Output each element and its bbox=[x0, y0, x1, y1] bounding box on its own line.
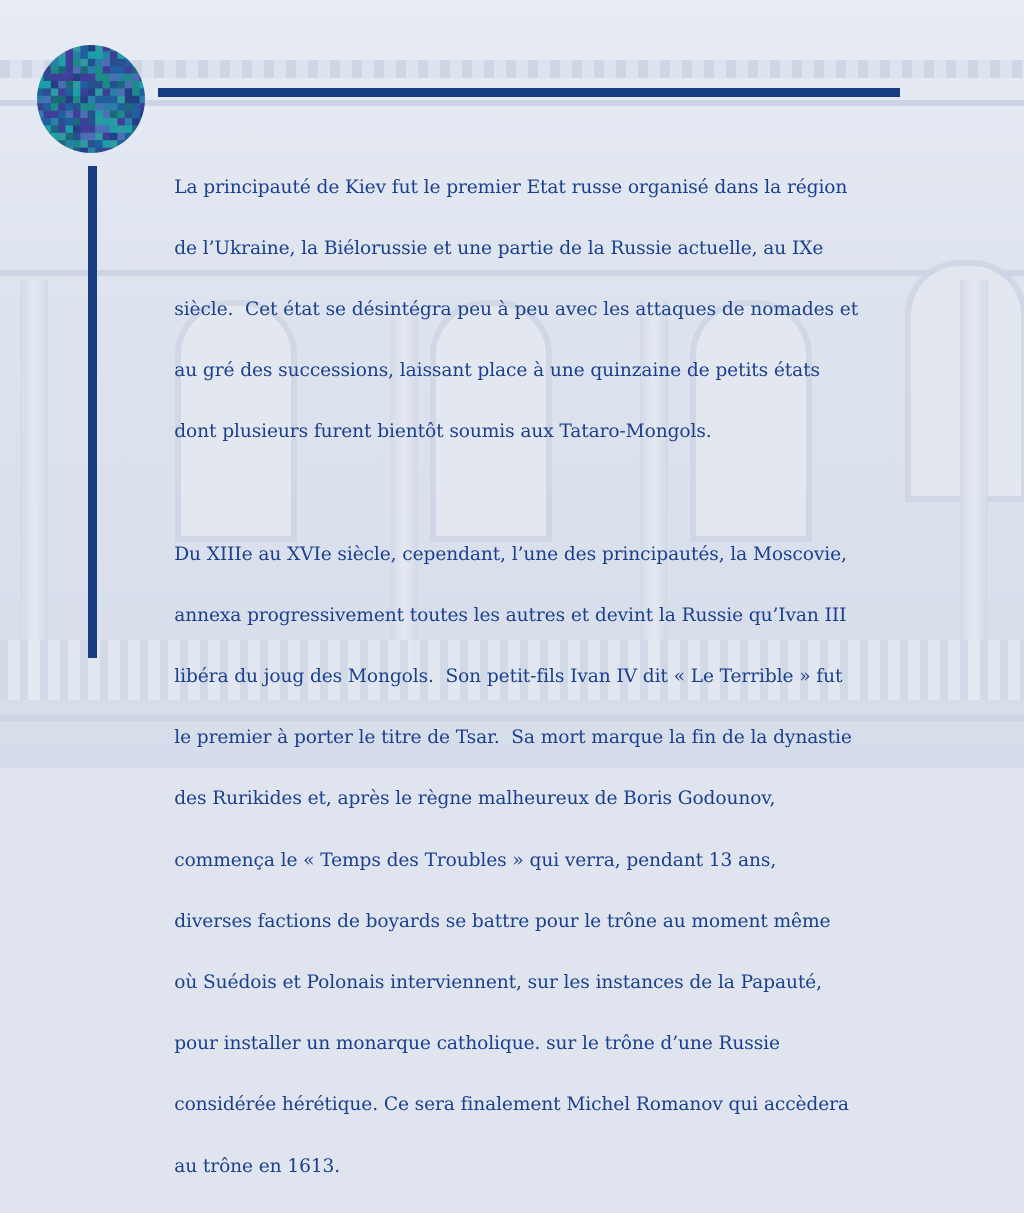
mosaic-tile bbox=[66, 74, 74, 82]
mosaic-tile bbox=[73, 103, 81, 111]
mosaic-tile bbox=[103, 51, 111, 59]
mosaic-tile bbox=[103, 111, 111, 119]
text-line: où Suédois et Polonais interviennent, sur les instances de la Papauté, bbox=[174, 972, 822, 994]
mosaic-tile bbox=[117, 133, 125, 141]
mosaic-tile bbox=[117, 51, 125, 59]
mosaic-tile bbox=[43, 111, 51, 119]
mosaic-tile bbox=[43, 88, 51, 96]
mosaic-tile bbox=[95, 66, 103, 74]
mosaic-tile bbox=[58, 66, 66, 74]
mosaic-tile bbox=[110, 133, 118, 141]
mosaic-tile bbox=[110, 148, 118, 154]
mosaic-tile bbox=[58, 44, 66, 52]
mosaic-tile bbox=[51, 103, 59, 111]
mosaic-tile bbox=[132, 125, 140, 133]
mosaic-tile bbox=[110, 81, 118, 89]
mosaic-tile bbox=[36, 96, 44, 104]
text-line: La principauté de Kiev fut le premier Etat russe organisé dans la région bbox=[174, 176, 848, 198]
mosaic-tile bbox=[95, 74, 103, 82]
mosaic-tile bbox=[80, 103, 88, 111]
mosaic-tile bbox=[58, 111, 66, 119]
mosaic-tile bbox=[125, 140, 133, 148]
mosaic-circle-icon bbox=[36, 44, 146, 154]
mosaic-tile bbox=[51, 148, 59, 154]
mosaic-tile bbox=[117, 88, 125, 96]
mosaic-tile bbox=[58, 118, 66, 126]
mosaic-tile bbox=[66, 88, 74, 96]
mosaic-tile bbox=[73, 111, 81, 119]
mosaic-tile bbox=[88, 74, 96, 82]
mosaic-tile bbox=[103, 133, 111, 141]
mosaic-tile bbox=[117, 103, 125, 111]
mosaic-tile bbox=[88, 111, 96, 119]
mosaic-tile bbox=[125, 81, 133, 89]
mosaic-tile bbox=[58, 125, 66, 133]
mosaic-tile bbox=[125, 118, 133, 126]
mosaic-tile bbox=[140, 51, 146, 59]
mosaic-tile bbox=[95, 140, 103, 148]
facade-cornice bbox=[0, 60, 1024, 78]
mosaic-tile bbox=[110, 125, 118, 133]
mosaic-tile bbox=[110, 111, 118, 119]
mosaic-tile bbox=[36, 66, 44, 74]
mosaic-tile bbox=[117, 74, 125, 82]
mosaic-tile bbox=[140, 44, 146, 52]
mosaic-tile bbox=[95, 51, 103, 59]
mosaic-tile bbox=[110, 59, 118, 67]
mosaic-tile bbox=[140, 148, 146, 154]
mosaic-tile bbox=[36, 148, 44, 154]
mosaic-tile bbox=[110, 96, 118, 104]
mosaic-tile bbox=[88, 148, 96, 154]
mosaic-tile bbox=[58, 81, 66, 89]
mosaic-tile bbox=[80, 96, 88, 104]
mosaic-tile bbox=[58, 133, 66, 141]
mosaic-tile bbox=[110, 88, 118, 96]
mosaic-tile bbox=[95, 111, 103, 119]
mosaic-tile bbox=[66, 140, 74, 148]
mosaic-tile bbox=[66, 44, 74, 52]
mosaic-tile bbox=[95, 118, 103, 126]
mosaic-tile bbox=[88, 51, 96, 59]
mosaic-tile bbox=[132, 51, 140, 59]
mosaic-tile bbox=[66, 118, 74, 126]
text-line: des Rurikides et, après le règne malheureux de Boris Godounov, bbox=[174, 788, 776, 810]
mosaic-tile bbox=[80, 81, 88, 89]
mosaic-tile bbox=[43, 140, 51, 148]
mosaic-tile bbox=[43, 148, 51, 154]
mosaic-tile bbox=[88, 140, 96, 148]
mosaic-tile bbox=[58, 74, 66, 82]
mosaic-tile bbox=[132, 148, 140, 154]
mosaic-tile bbox=[80, 140, 88, 148]
mosaic-tile bbox=[43, 81, 51, 89]
mosaic-tile bbox=[140, 88, 146, 96]
mosaic-tile bbox=[103, 66, 111, 74]
text-line: pour installer un monarque catholique. sur le trône d’une Russie bbox=[174, 1033, 780, 1055]
mosaic-tile bbox=[51, 133, 59, 141]
mosaic-tile bbox=[103, 74, 111, 82]
mosaic-tile bbox=[132, 96, 140, 104]
mosaic-tile bbox=[66, 59, 74, 67]
text-line: annexa progressivement toutes les autres et devint la Russie qu’Ivan III bbox=[174, 604, 847, 626]
mosaic-tile bbox=[88, 96, 96, 104]
mosaic-tile bbox=[51, 88, 59, 96]
mosaic-tile bbox=[88, 118, 96, 126]
mosaic-tile bbox=[117, 44, 125, 52]
left-rule bbox=[88, 166, 97, 658]
mosaic-tile bbox=[103, 148, 111, 154]
mosaic-tile bbox=[80, 88, 88, 96]
text-line: le premier à porter le titre de Tsar. Sa mort marque la fin de la dynastie bbox=[174, 727, 852, 749]
mosaic-tile bbox=[103, 88, 111, 96]
mosaic-tile bbox=[132, 140, 140, 148]
mosaic-tile bbox=[140, 74, 146, 82]
mosaic-tile bbox=[43, 103, 51, 111]
mosaic-tile bbox=[66, 66, 74, 74]
mosaic-tile bbox=[80, 118, 88, 126]
mosaic-tile bbox=[125, 125, 133, 133]
mosaic-tile bbox=[80, 125, 88, 133]
mosaic-tile bbox=[140, 111, 146, 119]
mosaic-tile bbox=[103, 125, 111, 133]
mosaic-tile bbox=[36, 59, 44, 67]
mosaic-tile bbox=[73, 88, 81, 96]
mosaic-tile bbox=[110, 44, 118, 52]
mosaic-tile bbox=[140, 103, 146, 111]
mosaic-tile bbox=[36, 103, 44, 111]
mosaic-tile bbox=[36, 74, 44, 82]
mosaic-tile bbox=[51, 59, 59, 67]
mosaic-tile bbox=[125, 59, 133, 67]
mosaic-tile bbox=[117, 118, 125, 126]
paragraph-moscovie bbox=[151, 509, 911, 1213]
mosaic-tile bbox=[43, 125, 51, 133]
mosaic-tile bbox=[51, 118, 59, 126]
text-line: dont plusieurs furent bientôt soumis aux Tataro-Mongols. bbox=[174, 421, 712, 443]
mosaic-tile bbox=[51, 111, 59, 119]
mosaic-tile bbox=[132, 74, 140, 82]
mosaic-tile bbox=[132, 59, 140, 67]
mosaic-tile bbox=[43, 66, 51, 74]
mosaic-tile bbox=[132, 133, 140, 141]
mosaic-tile bbox=[66, 125, 74, 133]
mosaic-tile bbox=[95, 81, 103, 89]
mosaic-tile bbox=[95, 125, 103, 133]
mosaic-tile bbox=[117, 59, 125, 67]
mosaic-tile bbox=[117, 140, 125, 148]
mosaic-tile bbox=[132, 118, 140, 126]
mosaic-tile bbox=[36, 111, 44, 119]
mosaic-tile bbox=[73, 148, 81, 154]
mosaic-tile bbox=[43, 74, 51, 82]
mosaic-tile bbox=[110, 118, 118, 126]
mosaic-tile bbox=[140, 81, 146, 89]
text-line: diverses factions de boyards se battre pour le trône au moment même bbox=[174, 910, 831, 932]
mosaic-tile bbox=[58, 140, 66, 148]
mosaic-tile bbox=[58, 51, 66, 59]
mosaic-tile bbox=[66, 111, 74, 119]
facade-column bbox=[960, 280, 988, 700]
mosaic-tile bbox=[132, 81, 140, 89]
mosaic-tile bbox=[88, 125, 96, 133]
mosaic-tile bbox=[80, 66, 88, 74]
mosaic-tile bbox=[43, 51, 51, 59]
mosaic-tile bbox=[110, 74, 118, 82]
mosaic-tile bbox=[36, 44, 44, 52]
mosaic-tile bbox=[117, 148, 125, 154]
mosaic-tile bbox=[125, 88, 133, 96]
mosaic-tile bbox=[66, 96, 74, 104]
mosaic-tile bbox=[132, 103, 140, 111]
mosaic-tile bbox=[125, 111, 133, 119]
mosaic-tile bbox=[117, 66, 125, 74]
mosaic-tile bbox=[110, 66, 118, 74]
mosaic-tile bbox=[36, 133, 44, 141]
text-line: siècle. Cet état se désintégra peu à peu avec les attaques de nomades et bbox=[174, 298, 859, 320]
mosaic-tile bbox=[66, 148, 74, 154]
mosaic-tile bbox=[36, 81, 44, 89]
mosaic-tile bbox=[88, 88, 96, 96]
text-line: de l’Ukraine, la Biélorussie et une partie de la Russie actuelle, au IXe bbox=[174, 237, 824, 259]
mosaic-tile bbox=[80, 148, 88, 154]
text-line: commença le « Temps des Troubles » qui verra, pendant 13 ans, bbox=[174, 849, 777, 871]
mosaic-tile bbox=[73, 51, 81, 59]
mosaic-tile bbox=[73, 125, 81, 133]
mosaic-tile bbox=[51, 51, 59, 59]
mosaic-tile bbox=[140, 125, 146, 133]
mosaic-tile bbox=[132, 66, 140, 74]
mosaic-tile bbox=[73, 59, 81, 67]
mosaic-tile bbox=[95, 88, 103, 96]
text-line: Du XIIIe au XVIe siècle, cependant, l’une des principautés, la Moscovie, bbox=[174, 543, 847, 565]
mosaic-tile bbox=[95, 133, 103, 141]
mosaic-tile bbox=[58, 148, 66, 154]
mosaic-tile bbox=[51, 74, 59, 82]
mosaic-tile bbox=[51, 44, 59, 52]
mosaic-tile bbox=[125, 148, 133, 154]
mosaic-tile bbox=[73, 140, 81, 148]
mosaic-tile bbox=[117, 111, 125, 119]
mosaic-tile bbox=[73, 44, 81, 52]
mosaic-tile bbox=[125, 103, 133, 111]
facade-band bbox=[0, 100, 1024, 106]
mosaic-tile bbox=[140, 66, 146, 74]
mosaic-tile bbox=[103, 59, 111, 67]
mosaic-tile bbox=[140, 118, 146, 126]
mosaic-tile bbox=[140, 140, 146, 148]
mosaic-tile bbox=[36, 51, 44, 59]
mosaic-tile bbox=[73, 74, 81, 82]
mosaic-tile bbox=[103, 81, 111, 89]
mosaic-tile bbox=[80, 74, 88, 82]
body-text bbox=[151, 142, 911, 1213]
mosaic-tile bbox=[43, 133, 51, 141]
mosaic-tile bbox=[117, 81, 125, 89]
mosaic-tile bbox=[110, 140, 118, 148]
mosaic-tile bbox=[103, 140, 111, 148]
mosaic-tile bbox=[117, 96, 125, 104]
mosaic-tile bbox=[88, 81, 96, 89]
mosaic-tile bbox=[140, 133, 146, 141]
mosaic-tile bbox=[103, 44, 111, 52]
mosaic-tile bbox=[58, 103, 66, 111]
mosaic-tile bbox=[95, 96, 103, 104]
mosaic-tile bbox=[66, 103, 74, 111]
mosaic-tile bbox=[95, 103, 103, 111]
mosaic-tile bbox=[103, 103, 111, 111]
mosaic-tile bbox=[66, 133, 74, 141]
mosaic-tile bbox=[73, 96, 81, 104]
mosaic-tile bbox=[36, 88, 44, 96]
mosaic-tile bbox=[88, 103, 96, 111]
mosaic-tile bbox=[125, 51, 133, 59]
mosaic-tile bbox=[110, 51, 118, 59]
mosaic-tile bbox=[43, 59, 51, 67]
mosaic-tile bbox=[88, 44, 96, 52]
mosaic-tile bbox=[88, 66, 96, 74]
mosaic-tile bbox=[73, 66, 81, 74]
mosaic-tile bbox=[73, 118, 81, 126]
text-line: au gré des successions, laissant place à une quinzaine de petits états bbox=[174, 360, 820, 382]
mosaic-tile bbox=[110, 103, 118, 111]
mosaic-tile bbox=[95, 59, 103, 67]
text-line: considérée hérétique. Ce sera finalement Michel Romanov qui accèdera bbox=[174, 1094, 849, 1116]
mosaic-tile bbox=[66, 81, 74, 89]
text-line: au trône en 1613. bbox=[174, 1155, 341, 1177]
mosaic-tile bbox=[36, 140, 44, 148]
mosaic-tile bbox=[36, 118, 44, 126]
mosaic-tile bbox=[73, 81, 81, 89]
mosaic-tile bbox=[51, 140, 59, 148]
mosaic-tile bbox=[140, 59, 146, 67]
mosaic-tile bbox=[51, 66, 59, 74]
mosaic-tile bbox=[125, 96, 133, 104]
mosaic-tile bbox=[132, 111, 140, 119]
mosaic-tile bbox=[80, 44, 88, 52]
mosaic-tile bbox=[51, 81, 59, 89]
mosaic-tile bbox=[103, 118, 111, 126]
mosaic-tile bbox=[95, 44, 103, 52]
mosaic-tile bbox=[103, 96, 111, 104]
mosaic-tile bbox=[132, 88, 140, 96]
mosaic-tile bbox=[51, 125, 59, 133]
mosaic-tile bbox=[43, 96, 51, 104]
mosaic-tile bbox=[43, 118, 51, 126]
mosaic-tile bbox=[95, 148, 103, 154]
mosaic-tile bbox=[117, 125, 125, 133]
mosaic-tile bbox=[66, 51, 74, 59]
mosaic-tile bbox=[58, 59, 66, 67]
paragraph-kiev bbox=[151, 142, 911, 479]
mosaic-tile bbox=[140, 96, 146, 104]
mosaic-tile bbox=[125, 66, 133, 74]
mosaic-tile bbox=[73, 133, 81, 141]
mosaic-tile bbox=[51, 96, 59, 104]
mosaic-tile bbox=[80, 133, 88, 141]
mosaic-tile bbox=[80, 51, 88, 59]
mosaic-tile bbox=[125, 133, 133, 141]
mosaic-tile bbox=[58, 88, 66, 96]
mosaic-tile bbox=[36, 125, 44, 133]
top-rule bbox=[158, 88, 900, 97]
mosaic-tile bbox=[80, 111, 88, 119]
text-line: libéra du joug des Mongols. Son petit-fils Ivan IV dit « Le Terrible » fut bbox=[174, 666, 843, 688]
mosaic-tile bbox=[132, 44, 140, 52]
mosaic-tile bbox=[88, 59, 96, 67]
mosaic-tile bbox=[88, 133, 96, 141]
facade-column bbox=[20, 280, 48, 700]
mosaic-tile bbox=[80, 59, 88, 67]
mosaic-tile bbox=[125, 74, 133, 82]
mosaic-tile bbox=[125, 44, 133, 52]
mosaic-tile bbox=[58, 96, 66, 104]
mosaic-tile bbox=[43, 44, 51, 52]
